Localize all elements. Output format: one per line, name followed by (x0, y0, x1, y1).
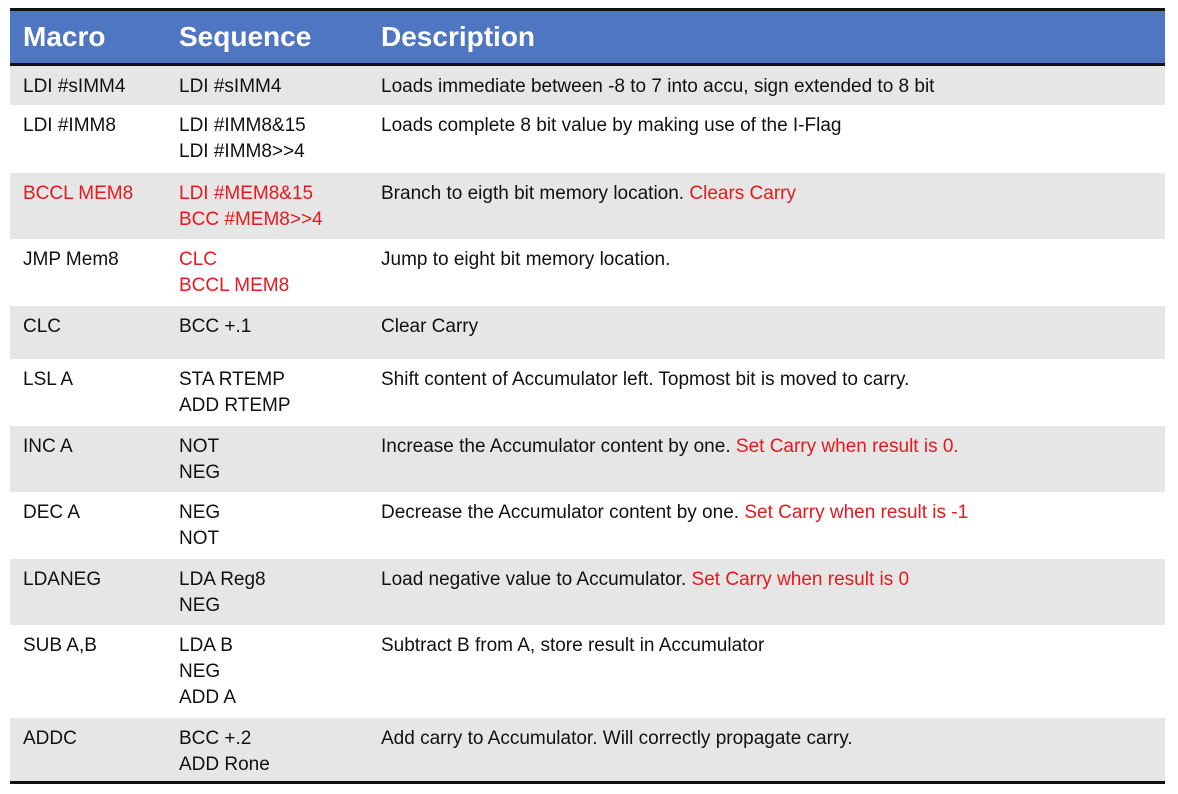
sequence-line: NOT (179, 436, 220, 457)
sequence-line: LDA B (179, 635, 233, 656)
table-header (10, 11, 1165, 63)
table-row (10, 559, 1165, 625)
sequence-line: NOT (179, 528, 220, 549)
macro-name: JMP Mem8 (23, 249, 119, 270)
header-description: Description (381, 21, 536, 52)
description-text: Loads complete 8 bit value by making use of the I-Flag (381, 115, 842, 136)
macro-cell (10, 567, 179, 593)
macro-name: CLC (23, 316, 62, 337)
macro-name: BCCL MEM8 (23, 183, 134, 204)
sequence-line: NEG (179, 502, 221, 523)
macro-name: DEC A (23, 502, 81, 523)
description-cell (381, 567, 1165, 593)
table-row (10, 359, 1165, 426)
sequence-line: LDI #sIMM4 (179, 76, 282, 97)
macro-cell (10, 181, 179, 207)
sequence-line: LDI #MEM8&15 (179, 183, 314, 204)
sequence-line: ADD Rone (179, 754, 270, 775)
sequence-line: BCC #MEM8>>4 (179, 209, 323, 230)
description-cell (381, 367, 1165, 393)
sequence-line: LDI #IMM8>>4 (179, 141, 305, 162)
macro-cell (10, 74, 179, 100)
table-row (10, 426, 1165, 492)
table-row (10, 625, 1165, 718)
sequence-line: ADD RTEMP (179, 395, 291, 416)
description-highlight: Clears Carry (689, 183, 796, 204)
sequence-line: LDI #IMM8&15 (179, 115, 306, 136)
sequence-line: BCCL MEM8 (179, 275, 290, 296)
sequence-line: NEG (179, 462, 221, 483)
description-line (381, 367, 1165, 393)
header-macro: Macro (23, 21, 106, 52)
sequence-cell (179, 314, 381, 340)
description-cell (381, 434, 1165, 460)
description-text: Subtract B from A, store result in Accumulator (381, 635, 765, 656)
description-line (381, 113, 1165, 139)
macro-name: ADDC (23, 728, 77, 749)
macro-name: LSL A (23, 369, 74, 390)
sequence-cell (179, 74, 381, 100)
description-text: Jump to eight bit memory location. (381, 249, 671, 270)
sequence-cell (179, 367, 381, 419)
sequence-line: NEG (179, 661, 221, 682)
description-cell (381, 633, 1165, 659)
sequence-cell (179, 181, 381, 233)
header-sequence: Sequence (179, 21, 312, 52)
table-row (10, 105, 1165, 173)
description-cell (381, 74, 1165, 100)
description-line (381, 247, 1165, 273)
macro-name: LDI #IMM8 (23, 115, 116, 136)
description-cell (381, 500, 1165, 526)
description-text: Clear Carry (381, 316, 479, 337)
table-row (10, 718, 1165, 781)
description-line (381, 567, 1165, 593)
sequence-line: NEG (179, 595, 221, 616)
sequence-line: BCC +.1 (179, 316, 252, 337)
macro-cell (10, 500, 179, 526)
description-highlight: Set Carry when result is -1 (744, 502, 969, 523)
description-highlight: Set Carry when result is 0 (691, 569, 910, 590)
macro-name: LDI #sIMM4 (23, 76, 126, 97)
description-line (381, 633, 1165, 659)
sequence-cell (179, 500, 381, 552)
table-row (10, 239, 1165, 306)
macro-cell (10, 367, 179, 393)
sequence-line: CLC (179, 249, 218, 270)
table-body (10, 66, 1165, 781)
macro-name: SUB A,B (23, 635, 97, 656)
description-text: Add carry to Accumulator. Will correctly propagate carry. (381, 728, 853, 749)
sequence-cell (179, 726, 381, 778)
sequence-cell (179, 434, 381, 486)
description-text: Decrease the Accumulator content by one. (381, 502, 745, 523)
description-cell (381, 726, 1165, 752)
sequence-line: BCC +.2 (179, 728, 252, 749)
description-text: Increase the Accumulator content by one. (381, 436, 736, 457)
macro-cell (10, 434, 179, 460)
sequence-line: LDA Reg8 (179, 569, 266, 590)
macro-cell (10, 726, 179, 752)
table-row (10, 492, 1165, 559)
table-bottom-rule (10, 781, 1165, 784)
sequence-cell (179, 567, 381, 619)
description-cell (381, 113, 1165, 139)
sequence-cell (179, 113, 381, 165)
description-highlight: Set Carry when result is 0. (735, 436, 959, 457)
description-line (381, 434, 1165, 460)
macro-cell (10, 113, 179, 139)
macro-cell (10, 314, 179, 340)
sequence-line: ADD A (179, 687, 237, 708)
macro-name: INC A (23, 436, 73, 457)
sequence-cell (179, 247, 381, 299)
description-text: Branch to eigth bit memory location. (381, 183, 690, 204)
description-line (381, 181, 1165, 207)
sequence-line: STA RTEMP (179, 369, 285, 390)
description-line (381, 500, 1165, 526)
table-row (10, 66, 1165, 105)
description-text: Load negative value to Accumulator. (381, 569, 692, 590)
description-cell (381, 314, 1165, 340)
macro-cell (10, 633, 179, 659)
description-cell (381, 181, 1165, 207)
description-text: Shift content of Accumulator left. Topmost bit is moved to carry. (381, 369, 910, 390)
description-line (381, 314, 1165, 340)
description-cell (381, 247, 1165, 273)
table-row (10, 173, 1165, 239)
description-line (381, 726, 1165, 752)
macro-name: LDANEG (23, 569, 102, 590)
macro-cell (10, 247, 179, 273)
table-row (10, 306, 1165, 359)
description-line (381, 74, 1165, 100)
sequence-cell (179, 633, 381, 711)
description-text: Loads immediate between -8 to 7 into accu, sign extended to 8 bit (381, 76, 935, 97)
macro-table (10, 8, 1165, 784)
